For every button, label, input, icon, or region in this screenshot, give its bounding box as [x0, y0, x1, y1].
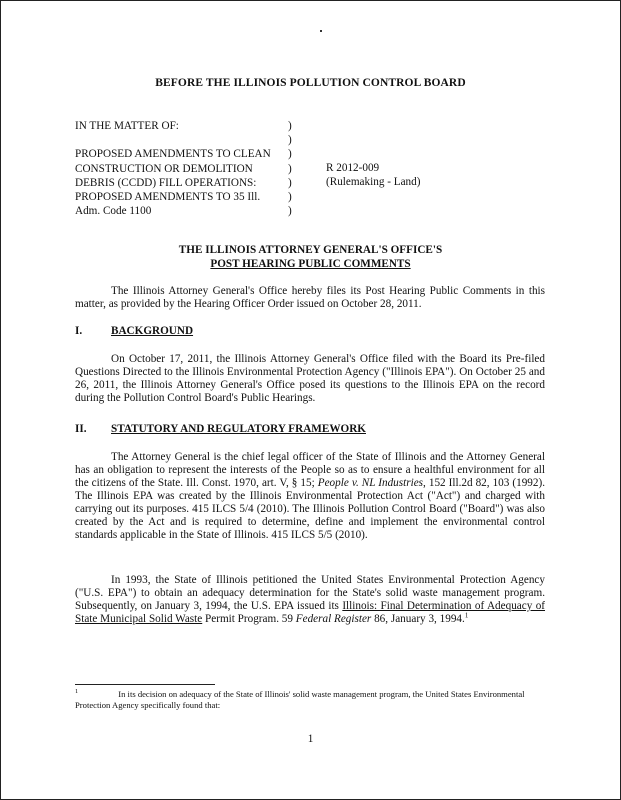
- framework-paragraph-1: [75, 451, 545, 542]
- paren: ): [288, 148, 292, 161]
- caption-line: [75, 133, 271, 147]
- section-label: STATUTORY AND REGULATORY FRAMEWORK: [111, 423, 366, 435]
- page-number: 1: [307, 733, 314, 745]
- determination-title: Illinois: Final Determination of Adequacy of State Municipal Solid Waste: [75, 600, 546, 625]
- text-run: , 152 Ill.2d 82, 103 (1992). The Illinois EPA was created by the Illinois Environmental Protection Act ("Act") and charged with carrying out its purposes. 415 ILCS 5/4 (2010). The Illinois Pollution Control Board ("Board") was also created by the Act and is required to determine, define and implement the environmental control standards applicable in the State of Illinois. 415 ILCS 5/5 (2010).: [75, 477, 546, 541]
- journal-name: Federal Register: [295, 613, 372, 625]
- caption-line: IN THE MATTER OF:: [75, 120, 179, 132]
- intro-text: The Illinois Attorney General's Office hereby files its Post Hearing Public Comments in this matter, as provided by the Hearing Officer Order issued on October 28, 2011.: [75, 285, 545, 310]
- footnote-text: In its decision on adequacy of the State of Illinois' solid waste management program, the United States Environmental Protection Agency specifically found that:: [75, 689, 525, 710]
- framework-text-2: [75, 574, 545, 626]
- case-citation: People v. NL Industries: [317, 477, 424, 489]
- footnote-reference: 1: [464, 611, 469, 620]
- caption-line: Adm. Code 1100: [75, 205, 152, 218]
- filing-heading-line1: THE ILLINOIS ATTORNEY GENERAL'S OFFICE'S: [178, 244, 443, 256]
- docket-number: R 2012-009: [326, 162, 380, 174]
- text-run: The Attorney General is the chief legal officer of the State of Illinois and the Attorney General has an obligation to represent the interests of the People so as to ensure a healthful environment for all the citizens of the State. Ill. Const. 1970, art. V, § 15;: [75, 451, 545, 489]
- docket-type: (Rulemaking - Land): [326, 176, 421, 189]
- background-text: On October 17, 2011, the Illinois Attorney General's Office filed with the Board its Pre-filed Questions Directed to the Illinois Environmental Protection Agency ("Illinois EPA"). On October 25 and 26, 2011, the Illinois Attorney General's Office posed its questions to the Illinois EPA on the record during the Pollution Control Board's Public Hearings.: [75, 353, 545, 404]
- caption-line: PROPOSED AMENDMENTS TO 35 Ill.: [75, 191, 261, 204]
- section-heading-framework: [75, 423, 366, 436]
- footnote-separator: [75, 684, 215, 685]
- filing-heading-line2: POST HEARING PUBLIC COMMENTS: [210, 258, 411, 270]
- case-caption: [75, 119, 271, 218]
- framework-paragraph-2: [75, 574, 545, 626]
- intro-paragraph: [75, 285, 545, 311]
- scan-speck: [320, 30, 322, 32]
- caption-line: PROPOSED AMENDMENTS TO CLEAN: [75, 148, 271, 161]
- docket-info: [326, 161, 420, 189]
- paren: ): [288, 176, 292, 189]
- section-heading-background: [75, 325, 193, 338]
- paren: ): [288, 134, 292, 147]
- framework-text-1: [75, 451, 545, 542]
- background-paragraph: [75, 353, 545, 405]
- document-title: BEFORE THE ILLINOIS POLLUTION CONTROL BOARD: [155, 77, 466, 89]
- text-run: 86, January 3, 1994.: [374, 613, 465, 625]
- caption-line: CONSTRUCTION OR DEMOLITION: [75, 162, 253, 175]
- paren: ): [288, 120, 292, 132]
- caption-parentheses: [288, 119, 292, 218]
- paren: ): [288, 205, 292, 218]
- footnote-marker: 1: [75, 688, 79, 696]
- caption-line: DEBRIS (CCDD) FILL OPERATIONS:: [75, 176, 257, 189]
- section-number: II.: [75, 423, 87, 435]
- text-run: Permit Program. 59: [205, 613, 293, 625]
- section-number: I.: [75, 325, 83, 337]
- section-label: BACKGROUND: [111, 325, 194, 337]
- text-run: In 1993, the State of Illinois petitioned the United States Environmental Protection Agency ("U.S. EPA") to obtain an adequacy determination for the State's solid waste management program. Subsequently, on January 3, 1994, the U.S. EPA issued its: [75, 574, 545, 612]
- paren: ): [288, 162, 292, 175]
- footnote: [75, 689, 545, 711]
- paren: ): [288, 191, 292, 204]
